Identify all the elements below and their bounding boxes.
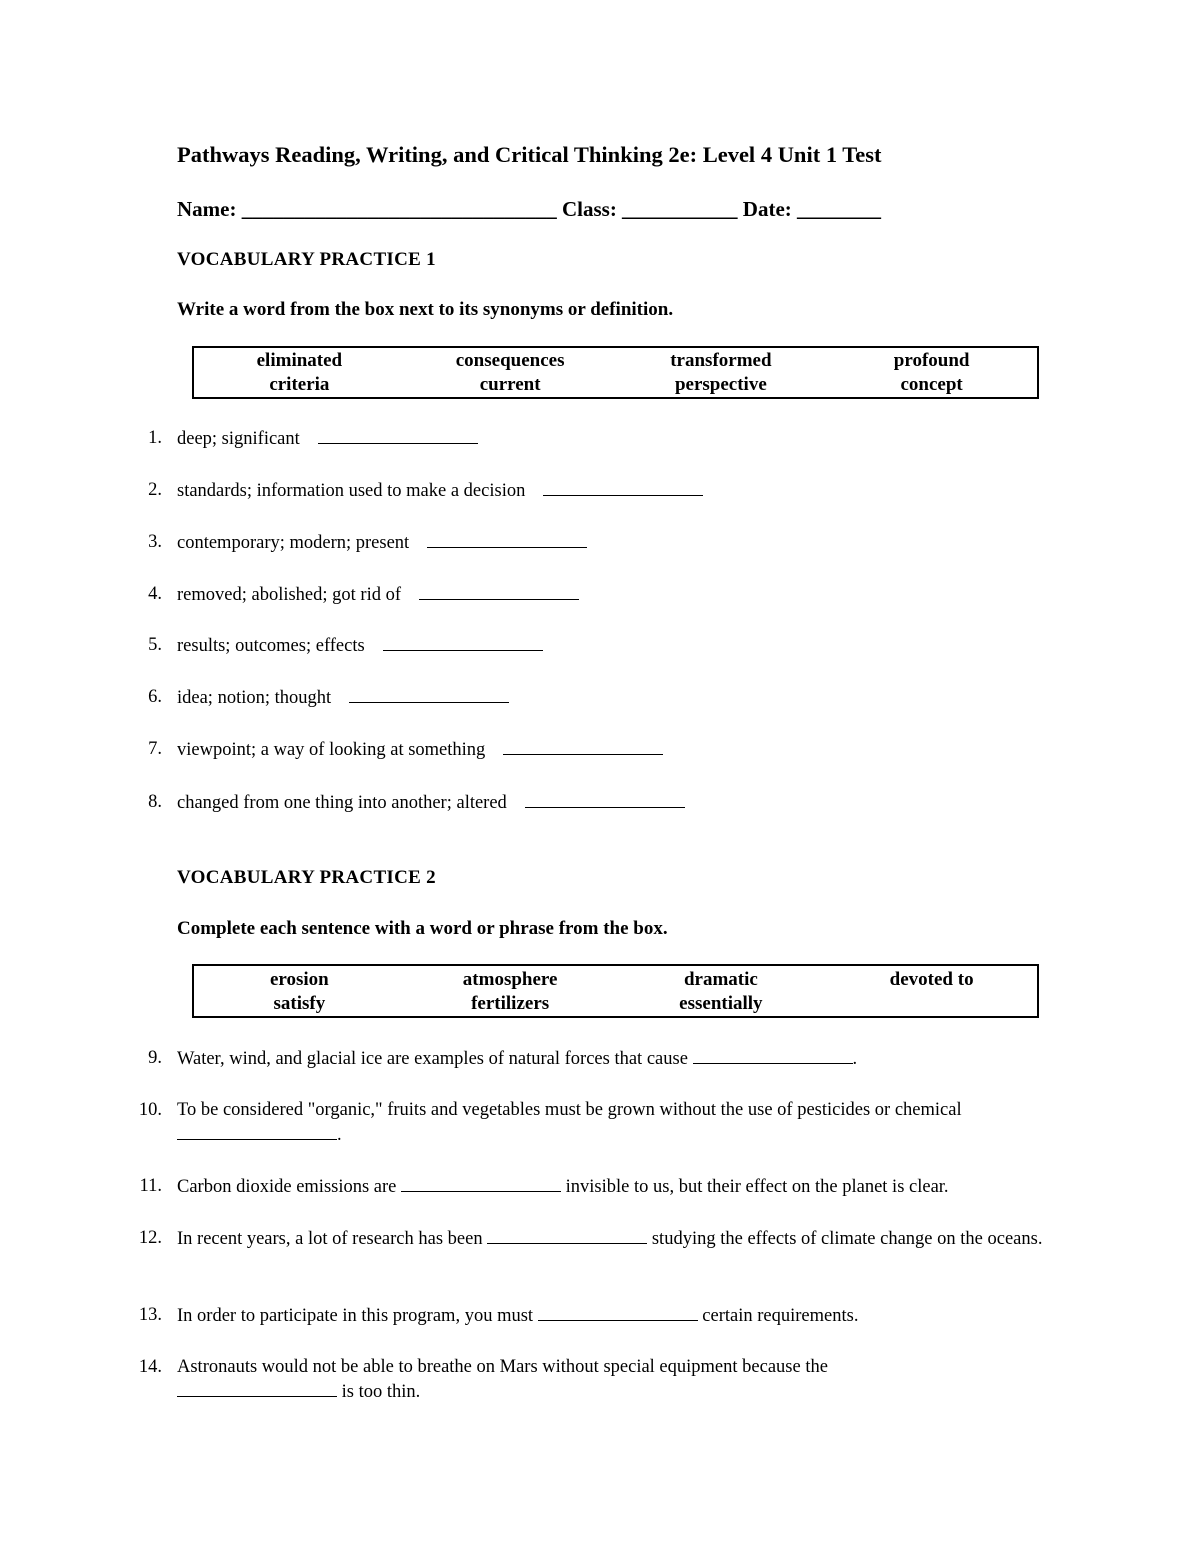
word-box-word: criteria — [269, 374, 330, 395]
sentence-start: Astronauts would not be able to breathe on Mars without special equipment because the — [177, 1357, 828, 1377]
answer-blank[interactable] — [401, 1174, 561, 1192]
word-box-word: consequences — [455, 350, 565, 371]
word-box-word: essentially — [679, 993, 763, 1014]
question-text: results; outcomes; effects — [177, 636, 365, 656]
word-box-word: current — [479, 374, 541, 395]
page-title: Pathways Reading, Writing, and Critical Thinking 2e: Level 4 Unit 1 Test — [177, 142, 882, 167]
word-box-row — [194, 373, 1037, 397]
section2-instruction: Complete each sentence with a word or phrase from the box. — [177, 918, 668, 939]
word-box-word: profound — [893, 350, 970, 371]
sentence-end: studying the effects of climate change on the oceans. — [647, 1229, 1043, 1249]
answer-blank[interactable] — [503, 737, 663, 755]
question-number: 9. — [148, 1048, 162, 1068]
question-number: 8. — [148, 792, 162, 812]
answer-blank[interactable] — [177, 1379, 337, 1397]
sentence-start: Water, wind, and glacial ice are examples of natural forces that cause — [177, 1049, 693, 1069]
question-number: 11. — [139, 1176, 162, 1196]
question-number: 5. — [148, 635, 162, 655]
section1-instruction: Write a word from the box next to its synonyms or definition. — [177, 299, 674, 320]
answer-blank[interactable] — [543, 478, 703, 496]
section2-heading: VOCABULARY PRACTICE 2 — [177, 867, 436, 888]
word-box-word: atmosphere — [462, 969, 558, 990]
question-number: 6. — [148, 687, 162, 707]
answer-blank[interactable] — [419, 582, 579, 600]
word-box-word: dramatic — [683, 969, 758, 990]
section1-heading: VOCABULARY PRACTICE 1 — [177, 249, 436, 270]
word-box-word: erosion — [269, 969, 329, 990]
question-text: viewpoint; a way of looking at something — [177, 740, 486, 760]
answer-blank[interactable] — [525, 790, 685, 808]
answer-blank[interactable] — [693, 1046, 853, 1064]
question-text: idea; notion; thought — [177, 688, 332, 708]
sentence-end: certain requirements. — [697, 1306, 859, 1326]
question-number: 7. — [148, 739, 162, 759]
question-text: contemporary; modern; present — [177, 533, 410, 553]
section2-word-box — [192, 964, 1039, 1018]
question-number: 3. — [148, 532, 162, 552]
word-box-row — [194, 968, 1037, 992]
word-box-word: transformed — [670, 350, 772, 371]
answer-blank[interactable] — [177, 1122, 337, 1140]
question-text: standards; information used to make a decision — [177, 481, 526, 501]
answer-blank[interactable] — [538, 1303, 698, 1321]
sentence-start: In recent years, a lot of research has been — [177, 1229, 488, 1249]
question-number: 14. — [138, 1357, 162, 1377]
name-class-date-line: Name: ______________________________ Class: ___________ Date: ________ — [177, 197, 882, 221]
answer-blank[interactable] — [318, 426, 478, 444]
question-text: deep; significant — [177, 429, 300, 449]
sentence-end: . — [337, 1125, 342, 1145]
word-box-row — [194, 349, 1037, 373]
question-number: 12. — [138, 1228, 162, 1248]
word-box-word: fertilizers — [471, 993, 550, 1014]
word-box-word: devoted to — [889, 969, 974, 990]
sentence-end: invisible to us, but their effect on the planet is clear. — [561, 1177, 949, 1197]
word-box-word — [826, 992, 1037, 1016]
answer-blank[interactable] — [349, 685, 509, 703]
word-box-word: concept — [900, 374, 963, 395]
word-box-row — [194, 992, 1037, 1016]
answer-blank[interactable] — [427, 530, 587, 548]
sentence-start: In order to participate in this program, you must — [177, 1306, 538, 1326]
sentence-start: Carbon dioxide emissions are — [177, 1177, 402, 1197]
word-box-word: satisfy — [273, 993, 326, 1014]
question-number: 1. — [148, 428, 162, 448]
sentence-end: is too thin. — [337, 1382, 421, 1402]
question-number: 4. — [148, 584, 162, 604]
answer-blank[interactable] — [383, 633, 543, 651]
question-text: removed; abolished; got rid of — [177, 585, 402, 605]
section1-word-box — [192, 346, 1039, 399]
question-number: 13. — [138, 1305, 162, 1325]
question-text: changed from one thing into another; altered — [177, 793, 507, 813]
word-box-word: eliminated — [256, 350, 343, 371]
sentence-end: . — [852, 1049, 858, 1069]
word-box-word: perspective — [674, 374, 767, 395]
sentence-start: To be considered "organic," fruits and vegetables must be grown without the use of pesticides or chemical — [177, 1100, 962, 1120]
answer-blank[interactable] — [487, 1226, 647, 1244]
question-number: 10. — [138, 1100, 162, 1120]
question-number: 2. — [148, 480, 162, 500]
